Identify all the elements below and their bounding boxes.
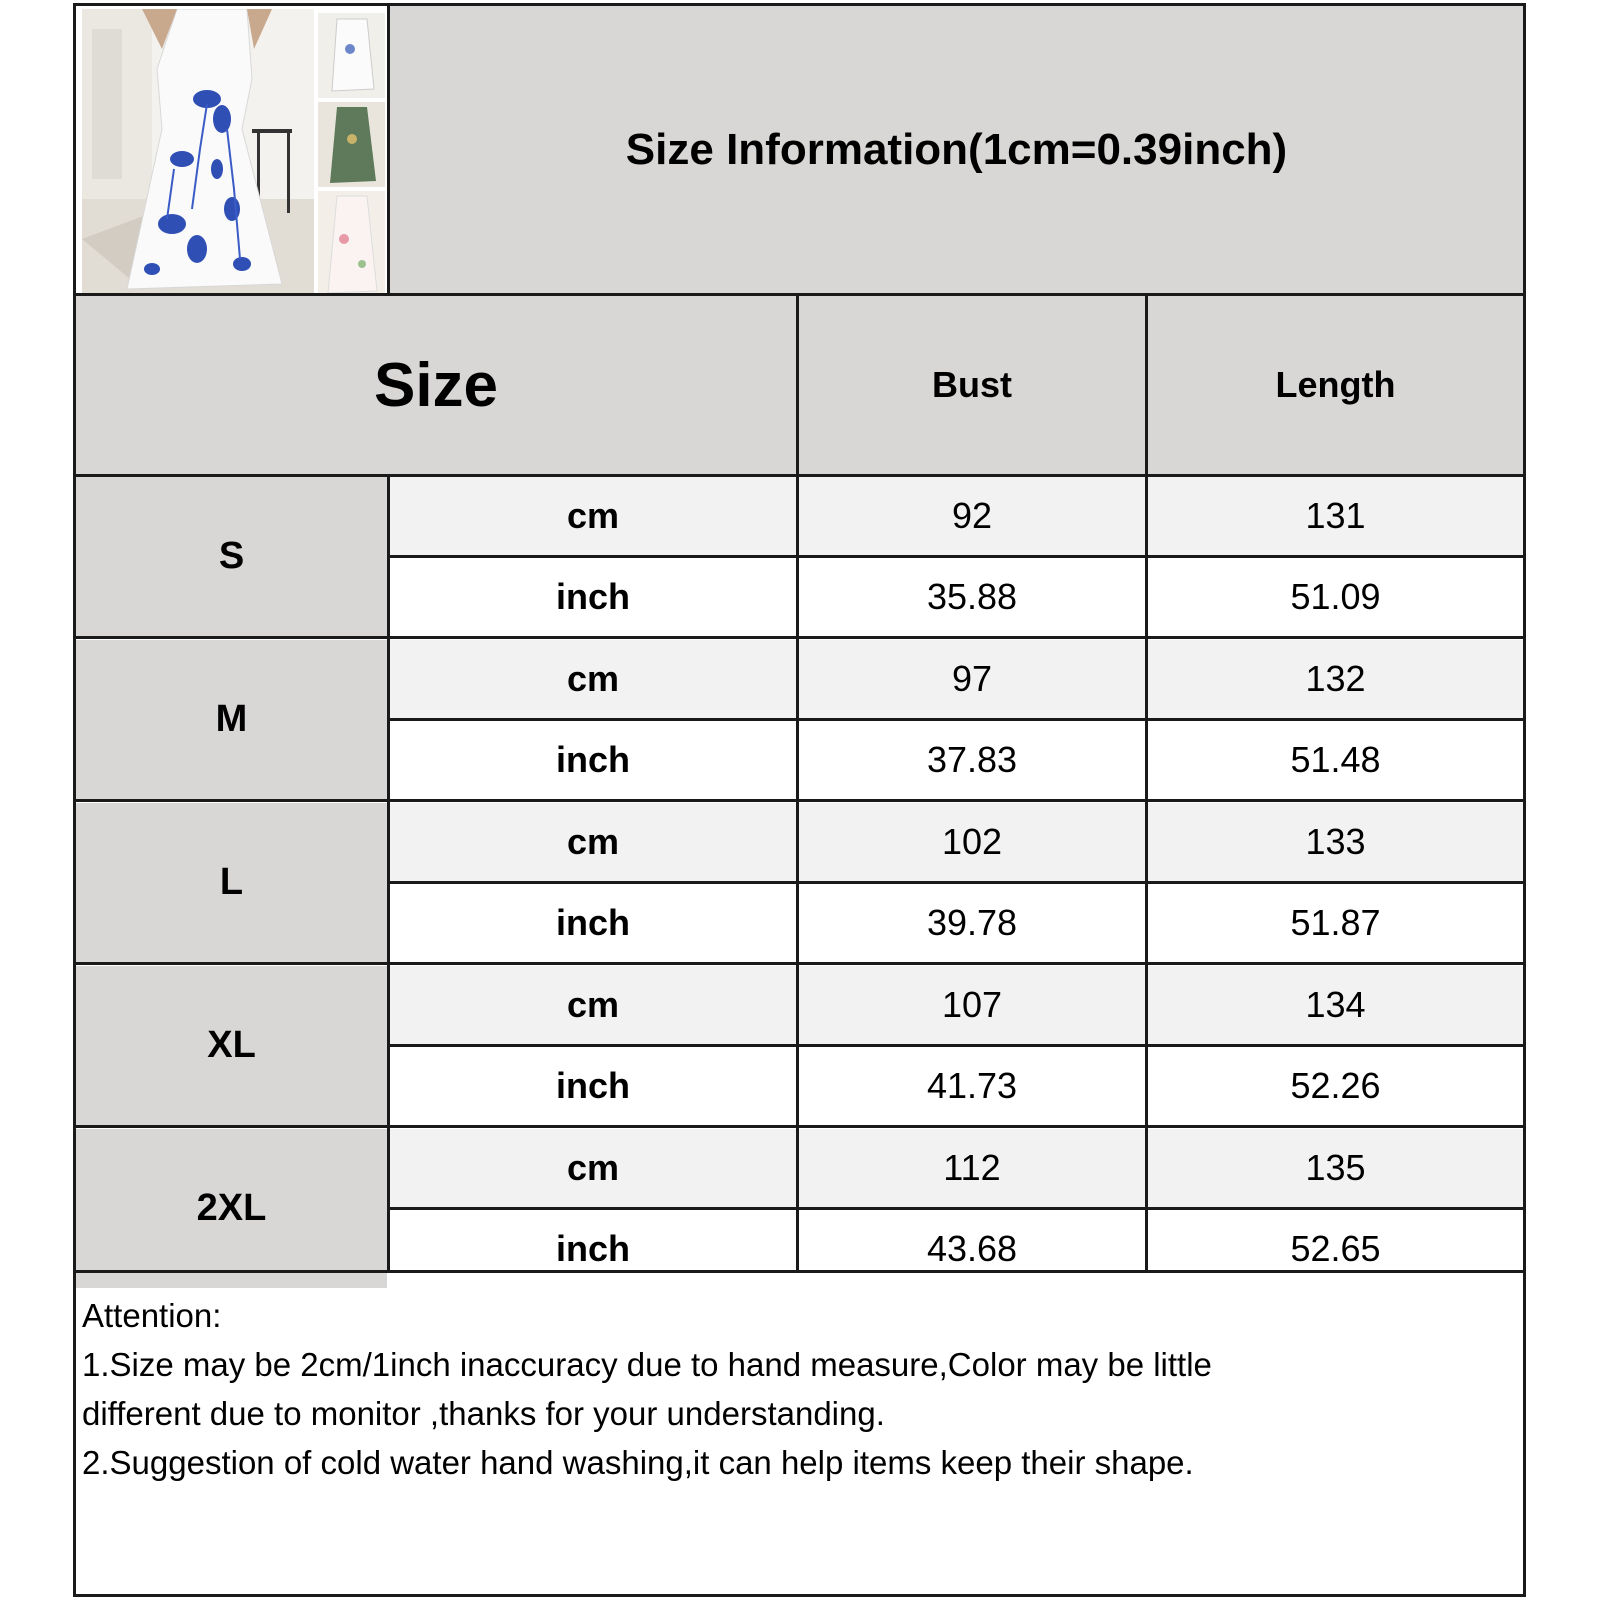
- length-inch-value: 51.87: [1290, 902, 1381, 943]
- divider: [796, 477, 799, 1273]
- unit-inch: inch: [555, 902, 630, 943]
- divider: [76, 1270, 1523, 1273]
- unit-inch: inch: [555, 1065, 630, 1106]
- unit-inch: inch: [555, 1228, 630, 1269]
- bust-cm-value: 102: [941, 821, 1003, 862]
- unit-cm: cm: [566, 658, 620, 699]
- bust-cm-value: 107: [941, 984, 1003, 1025]
- bust-inch-value: 43.68: [926, 1228, 1018, 1269]
- length-inch-value-cell: [1148, 558, 1523, 636]
- length-inch-value: 51.09: [1290, 576, 1381, 617]
- bust-cm-value: 112: [943, 1147, 1001, 1188]
- length-inch-value: 51.48: [1290, 739, 1381, 780]
- length-header-cell: [1148, 296, 1523, 474]
- title-cell: [390, 6, 1523, 293]
- divider: [76, 474, 1523, 477]
- note-line-2: different due to monitor ,thanks for your understanding.: [82, 1395, 885, 1432]
- unit-inch-cell: [390, 1210, 796, 1288]
- divider: [387, 6, 390, 296]
- bust-header-cell: [799, 296, 1145, 474]
- length-inch-value-cell: [1148, 1047, 1523, 1125]
- size-label-2xl-cell: [76, 1129, 387, 1288]
- length-cm-value: 131: [1305, 495, 1366, 536]
- bust-inch-value-cell: [799, 721, 1145, 799]
- notes-heading: Attention:: [82, 1297, 222, 1334]
- unit-inch: inch: [555, 739, 630, 780]
- bust-cm-value-cell: [799, 966, 1145, 1044]
- bust-cm-value: 92: [951, 495, 993, 536]
- bust-column-header: Bust: [932, 364, 1012, 405]
- size-header-cell: [76, 296, 796, 474]
- bust-inch-value-cell: [799, 1047, 1145, 1125]
- dress-image: [82, 9, 389, 298]
- unit-cm-cell: [390, 1129, 796, 1207]
- unit-inch-cell: [390, 721, 796, 799]
- size-label-xl-cell: [76, 966, 387, 1125]
- length-cm-value-cell: [1148, 640, 1523, 718]
- attention-notes: [82, 1291, 1512, 1487]
- page-title: Size Information(1cm=0.39inch): [625, 124, 1288, 174]
- length-cm-value: 134: [1305, 984, 1366, 1025]
- length-cm-value: 132: [1305, 658, 1366, 699]
- length-cm-value: 135: [1305, 1147, 1366, 1188]
- length-inch-value-cell: [1148, 1210, 1523, 1288]
- size-label-l: L: [219, 861, 244, 903]
- size-label-2xl: 2XL: [196, 1187, 267, 1229]
- size-column-header: Size: [373, 350, 499, 420]
- note-line-1: 1.Size may be 2cm/1inch inaccuracy due to hand measure,Color may be little: [82, 1346, 1212, 1383]
- bust-cm-value-cell: [799, 803, 1145, 881]
- bust-inch-value-cell: [799, 558, 1145, 636]
- unit-inch-cell: [390, 558, 796, 636]
- bust-inch-value: 39.78: [926, 902, 1018, 943]
- length-cm-value-cell: [1148, 477, 1523, 555]
- length-inch-value: 52.26: [1290, 1065, 1381, 1106]
- divider: [76, 1125, 1523, 1128]
- bust-inch-value: 37.83: [926, 739, 1018, 780]
- size-label-m-cell: [76, 640, 387, 799]
- unit-cm-cell: [390, 966, 796, 1044]
- bust-cm-value: 97: [951, 658, 993, 699]
- unit-cm: cm: [566, 495, 620, 536]
- length-column-header: Length: [1275, 364, 1396, 405]
- divider: [76, 293, 1523, 296]
- divider: [1145, 296, 1148, 1273]
- bust-cm-value-cell: [799, 1129, 1145, 1207]
- length-cm-value-cell: [1148, 966, 1523, 1044]
- length-cm-value-cell: [1148, 803, 1523, 881]
- unit-cm: cm: [566, 1147, 620, 1188]
- unit-cm: cm: [566, 821, 620, 862]
- bust-inch-value-cell: [799, 1210, 1145, 1288]
- bust-cm-value-cell: [799, 477, 1145, 555]
- product-photo: [82, 9, 389, 298]
- unit-inch-cell: [390, 1047, 796, 1125]
- unit-inch-cell: [390, 884, 796, 962]
- unit-cm: cm: [566, 984, 620, 1025]
- size-label-s-cell: [76, 477, 387, 636]
- note-line-3: 2.Suggestion of cold water hand washing,it can help items keep their shape.: [82, 1444, 1194, 1481]
- divider: [387, 477, 390, 1273]
- length-inch-value-cell: [1148, 884, 1523, 962]
- unit-cm-cell: [390, 477, 796, 555]
- unit-cm-cell: [390, 803, 796, 881]
- bust-cm-value-cell: [799, 640, 1145, 718]
- size-label-l-cell: [76, 803, 387, 962]
- length-inch-value-cell: [1148, 721, 1523, 799]
- bust-inch-value: 41.73: [926, 1065, 1018, 1106]
- length-inch-value: 52.65: [1290, 1228, 1381, 1269]
- bust-inch-value: 35.88: [926, 576, 1018, 617]
- size-label-xl: XL: [207, 1024, 256, 1066]
- length-cm-value: 133: [1305, 821, 1366, 862]
- divider: [76, 799, 1523, 802]
- unit-cm-cell: [390, 640, 796, 718]
- size-label-s: S: [218, 535, 245, 577]
- length-cm-value-cell: [1148, 1129, 1523, 1207]
- unit-inch: inch: [555, 576, 630, 617]
- divider: [796, 296, 799, 474]
- divider: [76, 962, 1523, 965]
- bust-inch-value-cell: [799, 884, 1145, 962]
- size-label-m: M: [215, 698, 248, 740]
- size-chart: [73, 3, 1526, 1597]
- divider: [76, 636, 1523, 639]
